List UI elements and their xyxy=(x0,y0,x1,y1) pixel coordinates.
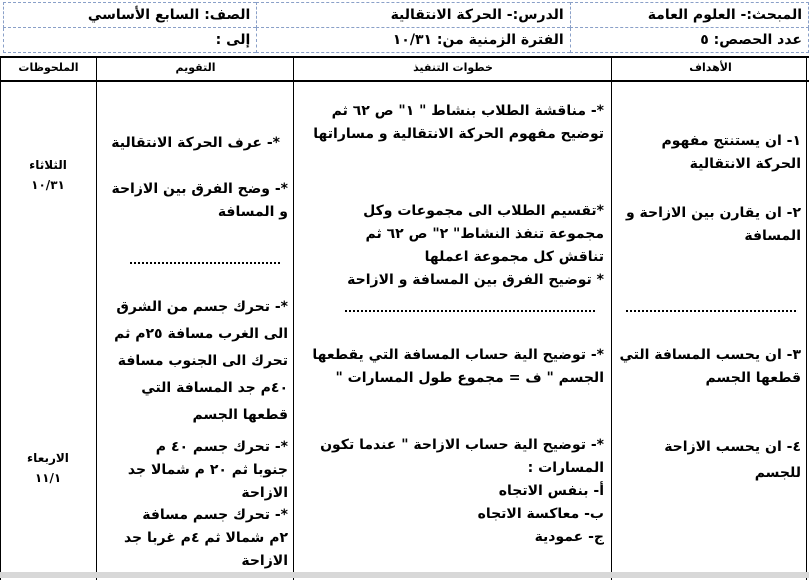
separator-line xyxy=(345,310,595,312)
plan-table xyxy=(0,56,809,580)
objective-3: ٣- ان يحسب المسافة التي قطعها الجسم xyxy=(619,347,801,386)
step-2: *تقسيم الطلاب الى مجموعات وكل مجموعة تنفذ النشاط" ٢" ص ٦٢ ثم تناقش كل مجموعة اعملها * توضيح الفرق بين المسافة و الازاحة xyxy=(347,203,604,288)
step-3: *- توضيح الية حساب المسافة التي يقطعها الجسم " ف = مجموع طول المسارات " xyxy=(312,347,604,386)
grid-line xyxy=(96,58,97,580)
note-day-1: الثلاثاء ١٠/٣١ xyxy=(29,158,67,192)
lesson-label: الدرس:- الحركة الانتقالية xyxy=(257,3,570,28)
evaluation-5: *- تحرك جسم مسافة ٢م شمالا ثم ٤م غربا جد الازاحة xyxy=(123,507,288,569)
evaluation-4: *- تحرك جسم ٤٠ م جنوبا ثم ٢٠ م شمالا جد الازاحة xyxy=(127,439,288,501)
evaluation-3: *- تحرك جسم من الشرق الى الغرب مسافة ٢٥م ثم تحرك الى الجنوب مسافة ٤٠م جد المسافة التي قطعها الجسم xyxy=(114,299,288,423)
to-label: إلى : xyxy=(4,28,257,53)
horizontal-scrollbar[interactable] xyxy=(0,572,809,578)
col-objectives: الأهداف xyxy=(612,58,809,82)
sessions-label: عدد الحصص: ٥ xyxy=(570,28,808,53)
col-evaluation: التقويم xyxy=(97,58,294,82)
step-4: *- توضيح الية حساب الازاحة " عندما تكون المسارات : أ- بنفس الاتجاه ب- معاكسة الاتجاه ج- عمودية xyxy=(320,437,604,545)
objective-4: ٤- ان يحسب الازاحة للجسم xyxy=(664,439,801,481)
objective-2: ٢- ان يقارن بين الازاحة و المسافة xyxy=(625,205,801,244)
evaluation-1: *- عرف الحركة الانتقالية xyxy=(111,135,280,151)
class-label: الصف: السابع الأساسي xyxy=(4,3,257,28)
subject-label: المبحث:- العلوم العامة xyxy=(570,3,808,28)
period-label: الفترة الزمنية من: ١٠/٣١ xyxy=(257,28,570,53)
objective-1: ١- ان يستنتج مفهوم الحركة الانتقالية xyxy=(661,133,801,172)
header-table xyxy=(0,2,809,54)
separator-line xyxy=(130,262,280,264)
col-steps: خطوات التنفيذ xyxy=(294,58,612,82)
separator-line xyxy=(626,310,796,312)
step-1: *- مناقشة الطلاب بنشاط " ١" ص ٦٢ ثم توضيح مفهوم الحركة الانتقالية و مساراتها xyxy=(313,103,604,142)
grid-line xyxy=(806,58,807,580)
grid-line xyxy=(0,58,1,580)
note-day-2: الاربعاء ١١/١ xyxy=(27,451,69,485)
evaluation-2: *- وضح الفرق بين الازاحة و المسافة xyxy=(111,181,288,220)
grid-line xyxy=(611,58,612,580)
grid-line xyxy=(293,58,294,580)
col-notes: الملحوظات xyxy=(0,58,97,82)
